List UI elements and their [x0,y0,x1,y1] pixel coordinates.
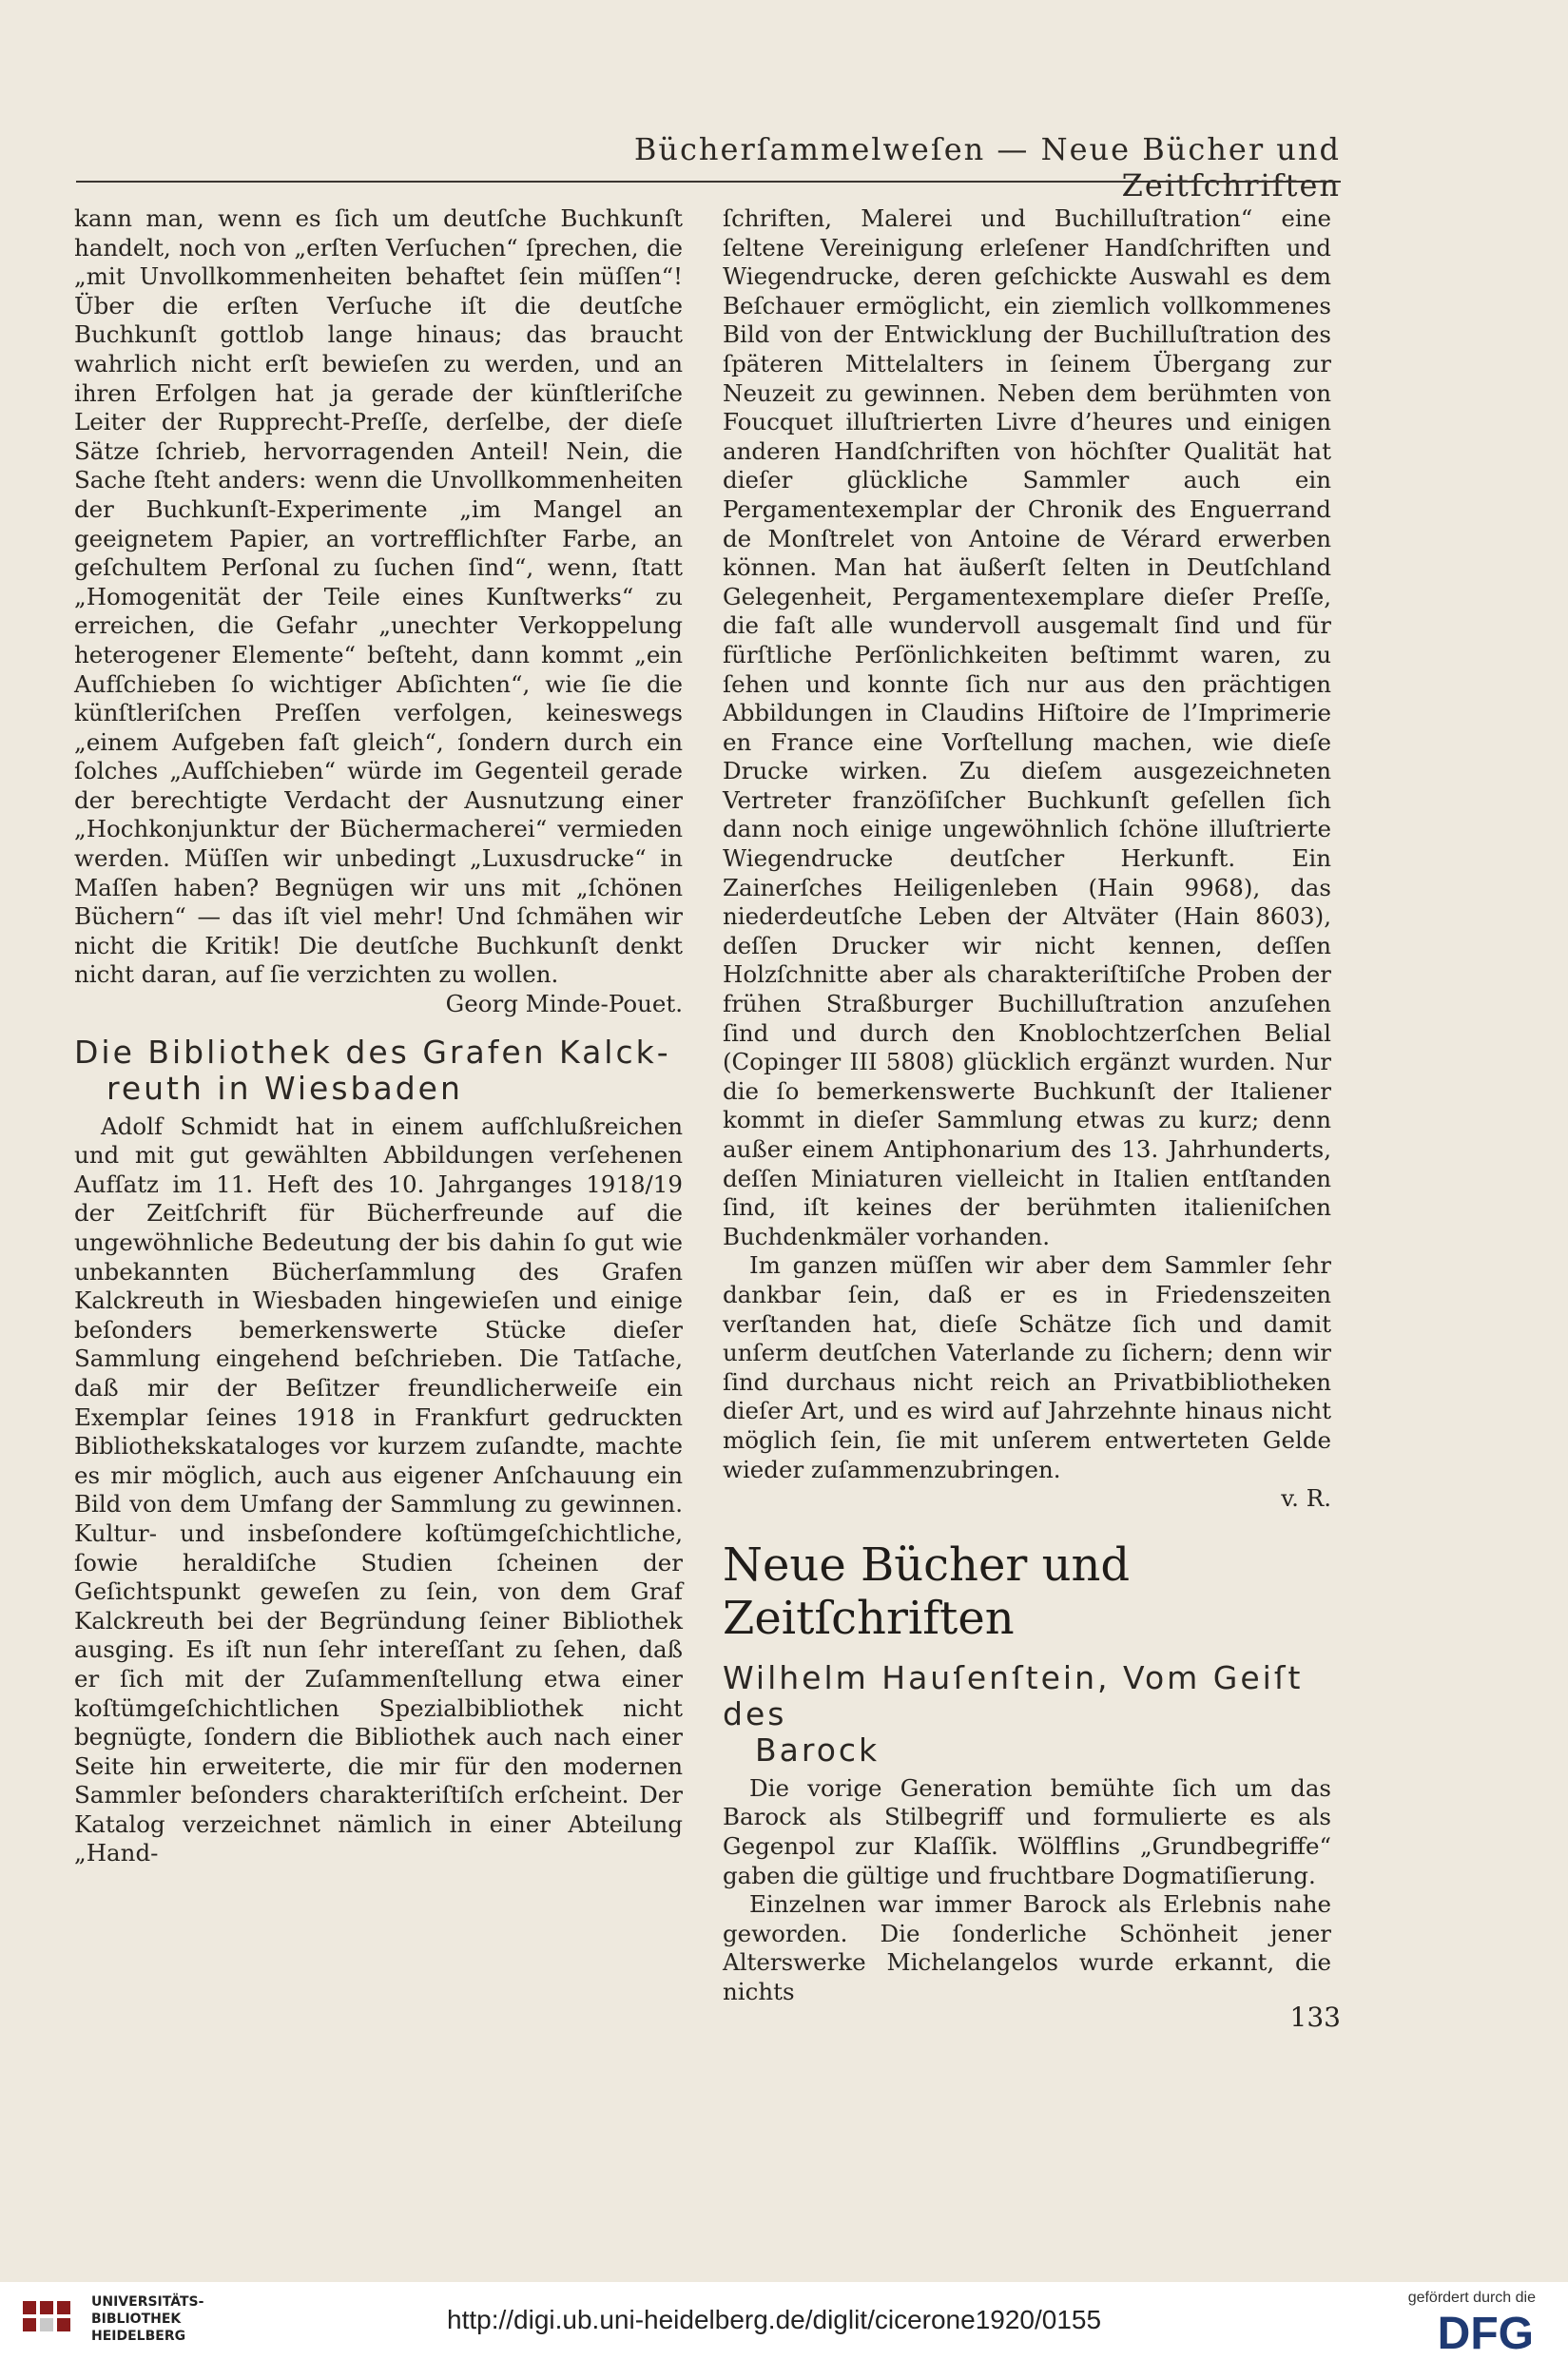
right-column [723,204,1331,2006]
dfg-logo-icon [1393,2307,1536,2354]
library-name-line: HEIDELBERG [91,2329,186,2344]
paragraph: Einzelnen war immer Barock als Erlebnis nahe geworden. Die ſonderliche Schönheit jener Alterswerke Michelangelos wurde erkannt, die nichts [723,1890,1331,2005]
header-rule [76,181,1341,183]
library-name-line: UNIVERSITÄTS- [91,2294,204,2310]
paragraph: Im ganzen müſſen wir aber dem Sammler ſehr dankbar ſein, daß er es in Friedenszeiten verſtanden hat, dieſe Schätze ſich und damit unſerm deutſchen Vaterlande zu ſichern; denn wir ſind durchaus nicht reich an Privatbibliotheken dieſer Art, und es wird auf Jahrzehnte hinaus nicht möglich ſein, ſie mit unſerem entwerteten Gelde wieder zuſammenzubringen. [723,1251,1331,1483]
page-number: 133 [1289,2002,1341,2033]
author-signature: Georg Minde-Pouet. [445,990,683,1018]
dfg-logo-text: DFG [1437,2309,1534,2354]
funding-label: gefördert durch die [1407,2290,1536,2306]
article-heading [723,1660,1331,1769]
article-heading [74,1035,683,1107]
paragraph: Die vorige Generation bemühte ſich um das Barock als Stilbegriff und formulierte es als Gegenpol zur Klaſſik. Wölfflins „Grundbegriffe“ gaben die gültige und fruchtbare Dogmatiſierung. [723,1773,1331,1889]
running-header: Bücherſammelweſen — Neue Bücher und Zeitſchriften [633,131,1341,203]
university-library-logo-icon [19,2295,80,2347]
section-title: Neue Bücher und Zeitſchriften [723,1538,1131,1645]
paragraph: kann man, wenn es ſich um deutſche Buchkunſt handelt, noch von „erſten Verſuchen“ ſprechen, die „mit Unvollkommenheiten behaftet ſein müſſen“! Über die erſten Verſuche iſt die deutſche Buchkunſt gottlob lange hinaus; das braucht wahrlich nicht erſt bewieſen zu werden, und an ihren Erfolgen hat ja gerade der künſtleriſche Leiter der Rupprecht-Preſſe, derſelbe, der dieſe Sätze ſchrieb, hervorragenden Anteil! Nein, die Sache ſteht anders: wenn die Unvollkommenheiten der Buchkunſt-Experimente „im Mangel an geeignetem Papier, an vortrefflichſter Farbe, an geſchultem Perſonal zu ſuchen ſind“, wenn, ſtatt „Homogenität der Teile eines Kunſtwerks“ zu erreichen, die Gefahr „unechter Verkoppelung heterogener Elemente“ beſteht, dann kommt „ein Aufſchieben ſo wichtiger Abſichten“, wie ſie die künſtleriſchen Preſſen verfolgen, keineswegs „einem Aufgeben faſt gleich“, ſondern durch ein ſolches „Aufſchieben“ würde im Gegenteil gerade der berechtigte Verdacht der Ausnutzung einer „Hochkonjunktur der Büchermacherei“ vermieden werden. Müſſen wir unbedingt „Luxusdrucke“ in Maſſen haben? Begnügen wir uns mit „ſchönen Büchern“ — das iſt viel mehr! Und ſchmähen wir nicht die Kritik! Die deutſche Buchkunſt denkt nicht daran, auf ſie verzichten zu wollen. [74,204,683,989]
paragraph: ſchriften, Malerei und Buchilluſtration“ eine ſeltene Vereinigung erleſener Handſchriften und Wiegendrucke, deren geſchickte Auswahl es dem Beſchauer ermöglicht, ein ziemlich vollkommenes Bild von der Entwicklung der Buchilluſtration des ſpäteren Mittelalters in ſeinem Übergang zur Neuzeit zu gewinnen. Neben dem berühmten von Foucquet illuſtrierten Livre d’heures und einigen anderen Handſchriften von höchſter Qualität hat dieſer glückliche Sammler auch ein Pergamentexemplar der Chronik des Enguerrand de Monſtrelet von Antoine de Vérard erwerben können. Man hat äußerſt ſelten in Deutſchland Gelegenheit, Pergamentexemplare dieſer Preſſe, die faſt alle wundervoll ausgemalt ſind und für fürſtliche Perſönlichkeiten beſtimmt waren, zu ſehen und konnte ſich nur aus den prächtigen Abbildungen in Claudins Hiſtoire de l’Imprimerie en France eine Vorſtellung machen, wie dieſe Drucke wirken. Zu dieſem ausgezeichneten Vertreter franzöſiſcher Buchkunſt geſellen ſich dann noch einige ungewöhnlich ſchöne illuſtrierte Wiegendrucke deutſcher Herkunft. Ein Zainerſches Heiligenleben (Hain 9968), das niederdeutſche Leben der Altväter (Hain 8603), deſſen Drucker wir nicht kennen, deſſen Holzſchnitte aber als charakteriſtiſche Proben der frühen Straßburger Buchilluſtration anzuſehen ſind und durch den Knoblochtzerſchen Belial (Copinger III 5808) glücklich ergänzt wurden. Nur die ſo bemerkenswerte Buchkunſt der Italiener kommt in dieſer Sammlung etwas zu kurz; denn außer einem Antiphonarium des 13. Jahrhunderts, deſſen Miniaturen vielleicht in Italien entſtanden ſind, iſt keines der berühmten italieniſchen Buchdenkmäler vorhanden. [723,204,1331,1250]
paragraph: Adolf Schmidt hat in einem aufſchlußreichen und mit gut gewählten Abbildungen verſehenen Aufſatz im 11. Heft des 10. Jahrganges 1918/19 der Zeitſchrift für Bücherfreunde auf die ungewöhnliche Bedeutung der bis dahin ſo gut wie unbekannten Bücherſammlung des Grafen Kalckreuth in Wiesbaden hingewieſen und einige beſonders bemerkenswerte Stücke dieſer Sammlung eingehend beſchrieben. Die Tatſache, daß mir der Beſitzer freundlicherweiſe ein Exemplar ſeines 1918 in Frankfurt gedruckten Bibliothekskataloges vor kurzem zuſandte, machte es mir möglich, auch aus eigener Anſchauung ein Bild von dem Umfang der Sammlung zu gewinnen. Kultur- und insbeſondere koſtümgeſchichtliche, ſowie heraldiſche Studien ſcheinen der Geſichtspunkt geweſen zu ſein, von dem Graf Kalckreuth bei der Begründung ſeiner Bibliothek ausging. Es iſt nun ſehr intereſſant zu ſehen, daß er ſich mit der Zuſammenſtellung etwa einer koſtümgeſchichtlichen Spezialbibliothek nicht begnügte, ſondern die Bibliothek auch nach einer Seite hin erweiterte, die mir für den modernen Sammler beſonders charakteriſtiſch erſcheint. Der Katalog verzeichnet nämlich in einer Abteilung „Hand- [74,1112,683,1867]
footer-bar [0,2282,1568,2360]
heading-line: Wilhelm Hauſenſtein, Vom Geiſt des [723,1658,1304,1732]
permalink-url[interactable]: http://digi.ub.uni-heidelberg.de/diglit/cicerone1920/0155 [447,2305,1102,2334]
library-name [91,2293,203,2345]
heading-line: Die Bibliothek des Grafen Kalck- [74,1033,671,1071]
library-name-line: BIBLIOTHEK [91,2312,182,2327]
heading-line: reuth in Wiesbaden [106,1069,463,1107]
heading-line: Barock [755,1731,881,1769]
author-signature: v. R. [1281,1484,1331,1513]
left-column [74,204,683,1868]
